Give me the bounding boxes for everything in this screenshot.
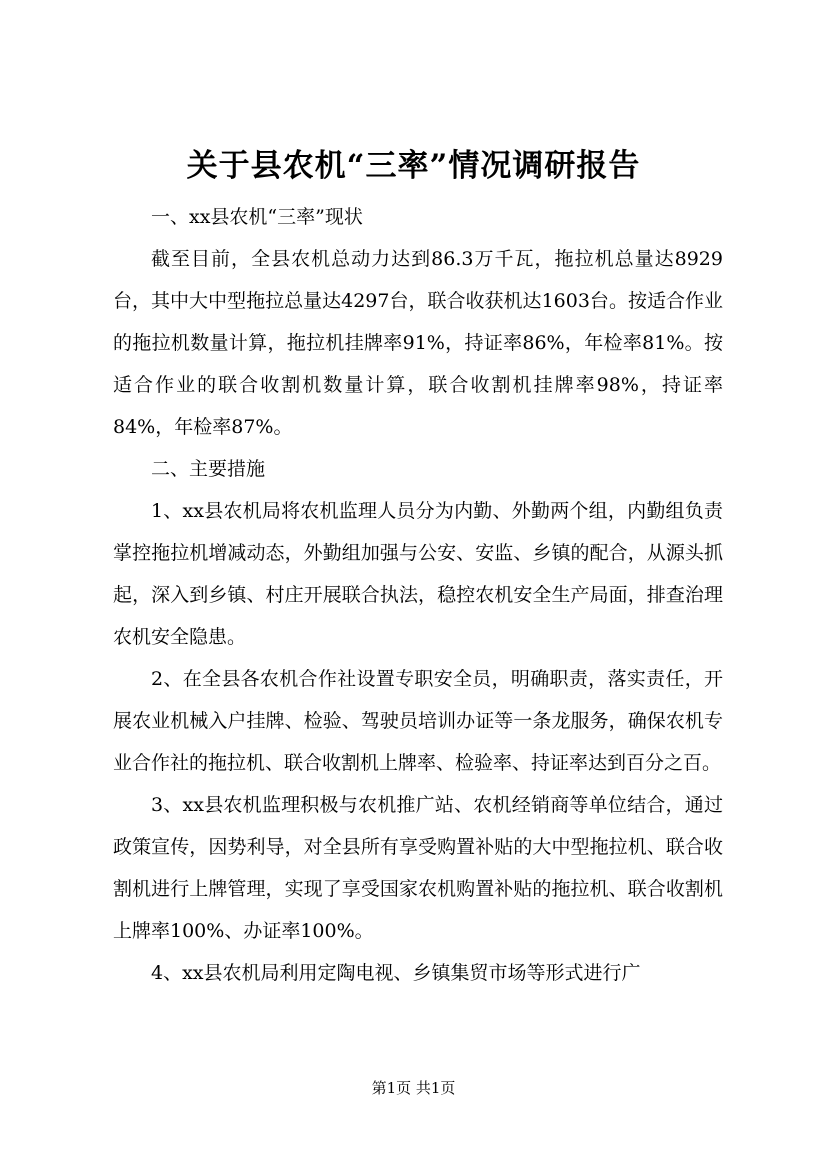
section-heading-measures: 二、主要措施: [151, 458, 266, 480]
paragraph-measure-3: 3、xx县农机监理积极与农机推广站、农机经销商等单位结合，通过政策宣传，因势利导，对全县所有享受购置补贴的大中型拖拉机、联合收割机进行上牌管理，实现了享受国家农机购置补贴的拖拉机、联合收割机上牌率100%、办证率100%。: [113, 794, 723, 942]
document-title: 关于县农机“三率”情况调研报告: [186, 148, 641, 184]
page-footer: 第1页 共1页: [371, 1079, 456, 1097]
paragraph-measure-2: 2、在全县各农机合作社设置专职安全员，明确职责，落实责任，开展农业机械入户挂牌、检验、驾驶员培训办证等一条龙服务，确保农机专业合作社的拖拉机、联合收割机上牌率、检验率、持证率达到百分之百。: [113, 668, 723, 774]
paragraph-measure-1: 1、xx县农机局将农机监理人员分为内勤、外勤两个组，内勤组负责掌控拖拉机增减动态，外勤组加强与公安、安监、乡镇的配合，从源头抓起，深入到乡镇、村庄开展联合执法，稳控农机安全生产局面，排查治理农机安全隐患。: [113, 500, 723, 648]
paragraph-status: 截至目前，全县农机总动力达到86.3万千瓦，拖拉机总量达8929台，其中大中型拖拉总量达4297台，联合收获机达1603台。按适合作业的拖拉机数量计算，拖拉机挂牌率91%，持证率86%，年检率81%。按适合作业的联合收割机数量计算，联合收割机挂牌率98%，持证率84%，年检率87%。: [113, 248, 723, 438]
document-body: [113, 196, 723, 994]
section-heading-status: 一、xx县农机“三率”现状: [151, 206, 363, 228]
paragraph-measure-4: 4、xx县农机局利用定陶电视、乡镇集贸市场等形式进行广: [151, 962, 641, 984]
